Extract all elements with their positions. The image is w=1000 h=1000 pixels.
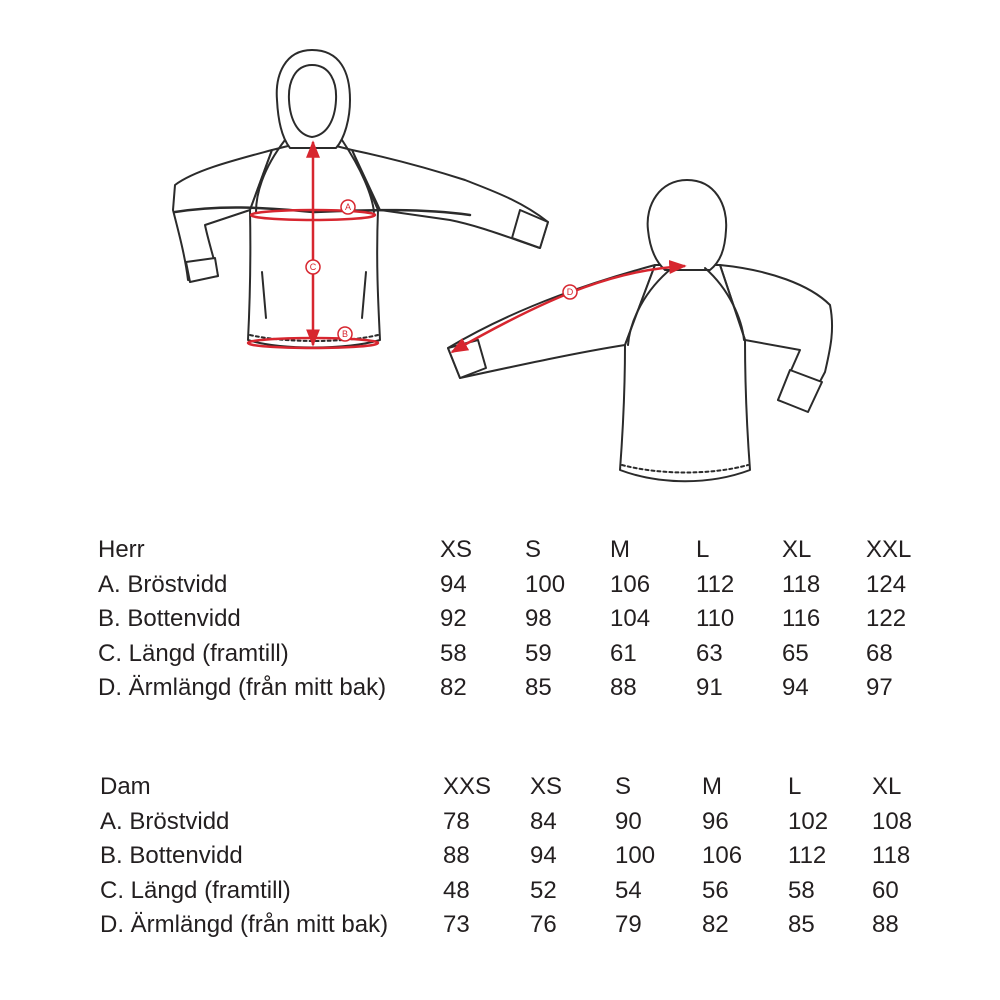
measurement-value: 82 — [702, 911, 729, 938]
measurement-value: 92 — [440, 605, 467, 632]
measurement-value: 100 — [615, 842, 656, 869]
measurement-value: 97 — [866, 674, 893, 701]
measurement-value: 78 — [443, 807, 470, 835]
measurement-value: 58 — [788, 876, 815, 904]
size-header: L — [696, 536, 710, 563]
measurement-value: 76 — [530, 911, 557, 938]
measurement-value: 56 — [702, 876, 729, 904]
measurement-label: C. Längd (framtill) — [100, 876, 291, 904]
measurement-value: 79 — [615, 911, 642, 938]
measurement-value: 94 — [782, 674, 809, 701]
table-title: Dam — [100, 773, 151, 800]
measurement-value: 88 — [610, 674, 637, 701]
measurement-value: 112 — [788, 842, 827, 869]
measurement-value: 61 — [610, 639, 637, 667]
size-header: XL — [872, 773, 902, 800]
table-title: Herr — [98, 536, 145, 563]
measurement-value: 60 — [872, 876, 899, 904]
measurement-value: 88 — [443, 842, 470, 869]
front-left-cuff — [186, 258, 218, 282]
size-header: M — [702, 773, 722, 800]
measurement-value: 58 — [440, 639, 467, 667]
size-header: S — [615, 773, 632, 800]
size-header: S — [525, 536, 542, 563]
measurement-value: 54 — [615, 876, 642, 904]
marker-b: B — [341, 329, 349, 339]
measurement-value: 94 — [530, 842, 557, 869]
measurement-value: 122 — [866, 605, 907, 632]
measurement-value: 96 — [702, 807, 729, 835]
measurement-label: B. Bottenvidd — [98, 605, 241, 632]
marker-a: A — [344, 202, 352, 212]
measurement-value: 82 — [440, 674, 467, 701]
size-header: M — [610, 536, 630, 563]
measurement-value: 98 — [525, 605, 552, 632]
measurement-value: 85 — [788, 911, 815, 938]
measurement-value: 91 — [696, 674, 723, 701]
size-header: XS — [440, 536, 473, 563]
measurement-value: 59 — [525, 639, 552, 667]
measurement-value: 48 — [443, 876, 470, 904]
size-header: XL — [782, 536, 812, 563]
back-hood — [648, 180, 727, 270]
front-hood-opening — [289, 65, 336, 137]
measurement-value: 63 — [696, 639, 723, 667]
size-header: XS — [530, 773, 563, 800]
measurement-value: 102 — [788, 807, 829, 835]
measurement-label: C. Längd (framtill) — [98, 639, 289, 667]
measurement-value: 124 — [866, 570, 907, 598]
measurement-value: 90 — [615, 807, 642, 835]
measurement-value: 88 — [872, 911, 899, 938]
measurement-value: 65 — [782, 639, 809, 667]
marker-c: C — [309, 262, 317, 272]
measurement-value: 73 — [443, 911, 470, 938]
measurement-label: A. Bröstvidd — [100, 807, 230, 835]
measurement-value: 118 — [782, 570, 821, 598]
front-right-cuff — [512, 210, 548, 248]
marker-d: D — [566, 287, 574, 297]
measurement-value: 106 — [702, 842, 743, 869]
measurement-value: 68 — [866, 639, 893, 667]
measurement-value: 85 — [525, 674, 552, 701]
measurement-value: 112 — [696, 570, 735, 598]
measurement-value: 118 — [872, 842, 911, 869]
measurement-label: B. Bottenvidd — [100, 842, 243, 869]
measurement-value: 84 — [530, 807, 557, 835]
jacket-front-view — [173, 50, 548, 348]
size-header: XXS — [443, 773, 492, 800]
measurement-label: A. Bröstvidd — [98, 570, 228, 598]
measurement-value: 116 — [782, 605, 821, 632]
measurement-value: 104 — [610, 605, 651, 632]
size-header: XXL — [866, 536, 912, 563]
measurement-value: 94 — [440, 570, 467, 598]
size-header: L — [788, 773, 802, 800]
measurement-value: 52 — [530, 876, 557, 904]
measurement-label: D. Ärmlängd (från mitt bak) — [98, 674, 387, 701]
measurement-value: 100 — [525, 570, 566, 598]
measurement-value: 106 — [610, 570, 651, 598]
measurement-value: 110 — [696, 605, 735, 632]
measurement-value: 108 — [872, 807, 913, 835]
back-markers — [563, 285, 577, 299]
measurement-label: D. Ärmlängd (från mitt bak) — [100, 911, 389, 938]
